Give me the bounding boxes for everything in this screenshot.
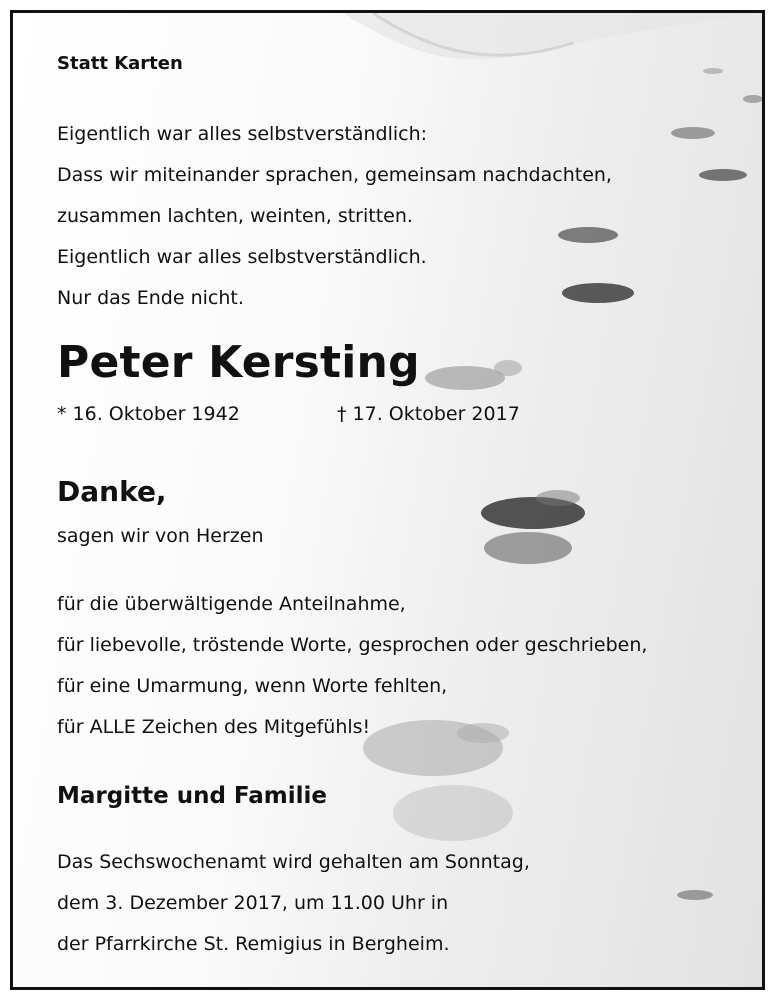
thanks-subline: sagen wir von Herzen [57,525,264,547]
family-signature: Margitte und Familie [57,783,328,809]
service-line: dem 3. Dezember 2017, um 11.00 Uhr in [57,892,449,914]
poem-line: Eigentlich war alles selbstverständlich: [57,123,428,145]
thanks-line: für die überwältigende Anteilnahme, [57,593,406,615]
thanks-line: für liebevolle, tröstende Worte, gesprochen oder geschrieben, [57,634,648,656]
thanks-line: für eine Umarmung, wenn Worte fehlten, [57,675,448,697]
header-label: Statt Karten [57,53,183,74]
obituary-notice [10,10,765,990]
service-line: Das Sechswochenamt wird gehalten am Sonntag, [57,851,530,873]
death-date: † 17. Oktober 2017 [337,403,520,425]
thanks-heading: Danke, [57,475,167,508]
poem-line: Dass wir miteinander sprachen, gemeinsam nachdachten, [57,164,612,186]
deceased-name: Peter Kersting [57,337,420,388]
poem-line: Nur das Ende nicht. [57,287,244,309]
thanks-line: für ALLE Zeichen des Mitgefühls! [57,716,371,738]
poem-line: Eigentlich war alles selbstverständlich. [57,246,427,268]
service-line: der Pfarrkirche St. Remigius in Bergheim. [57,933,450,955]
birth-date: * 16. Oktober 1942 [57,403,240,425]
poem-line: zusammen lachten, weinten, stritten. [57,205,413,227]
